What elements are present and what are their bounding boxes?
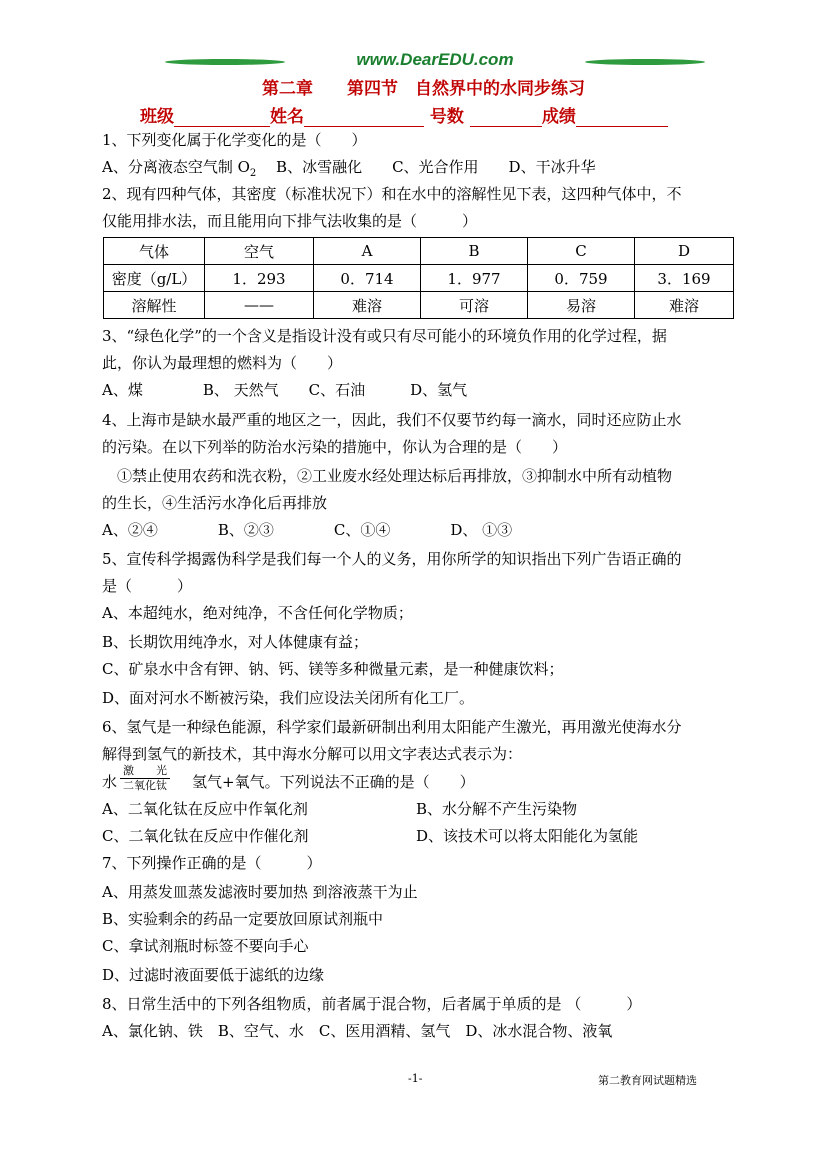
page-number: -1-	[408, 1072, 423, 1085]
q2-stem-2: 仅能用排水法，而且能用向下排气法收集的是（ ）	[102, 212, 478, 230]
class-blank[interactable]	[174, 110, 270, 127]
table-cell: 气体	[104, 238, 205, 265]
q3-stem-2: 此，你认为最理想的燃料为（ ）	[102, 354, 343, 372]
table-cell: 密度（g/L）	[104, 265, 205, 292]
table-cell: ——	[205, 292, 314, 319]
score-blank[interactable]	[576, 110, 668, 127]
table-row-density	[104, 265, 734, 292]
table-cell: 3．169	[635, 265, 734, 292]
q8-stem: 8、日常生活中的下列各组物质，前者属于混合物，后者属于单质的是 （ ）	[102, 995, 642, 1013]
gas-properties-table	[103, 237, 734, 319]
table-cell: D	[635, 238, 734, 265]
number-blank[interactable]	[470, 110, 542, 127]
q4-stem-1: 4、上海市是缺水最严重的地区之一，因此，我们不仅要节约每一滴水，同时还应防止水	[102, 411, 682, 429]
q7-option-b: B、实验剩余的药品一定要放回原试剂瓶中	[102, 910, 384, 928]
q5-option-b: B、长期饮用纯净水，对人体健康有益；	[102, 633, 369, 651]
table-cell: 易溶	[528, 292, 635, 319]
reaction-condition	[120, 764, 170, 792]
site-logo	[165, 50, 705, 72]
q1-options-rest: B、冰雪融化 C、光合作用 D、干冰升华	[256, 158, 596, 176]
table-cell: 可溶	[421, 292, 528, 319]
q4-stem-2: 的污染。在以下列举的防治水污染的措施中，你认为合理的是（ ）	[102, 438, 568, 456]
q3-options: A、煤 B、 天然气 C、石油 D、氢气	[102, 381, 468, 399]
table-cell: 空气	[205, 238, 314, 265]
q6-stem-1: 6、氢气是一种绿色能源，科学家们最新研制出利用太阳能产生激光，再用激光使海水分	[102, 718, 682, 736]
q5-option-d: D、面对河水不断被污染，我们应设法关闭所有化工厂。	[102, 689, 475, 707]
q4-options: A、②④ B、②③ C、①④ D、 ①③	[102, 521, 513, 539]
q4-measures-2: 的生长，④生活污水净化后再排放	[102, 494, 328, 512]
q1-option-a: A、分离液态空气制 O	[102, 158, 250, 176]
q5-option-c: C、矿泉水中含有钾、钠、钙、镁等多种微量元素，是一种健康饮料；	[102, 660, 564, 678]
table-cell: 1．977	[421, 265, 528, 292]
logo-text: www.DearEDU.com	[356, 50, 514, 69]
q5-stem-2: 是（ ）	[102, 577, 193, 595]
table-row-solubility	[104, 292, 734, 319]
q1-options	[102, 157, 596, 184]
table-cell: A	[314, 238, 421, 265]
q7-option-c: C、拿试剂瓶时标签不要向手心	[102, 937, 309, 955]
q2-stem-1: 2、现有四种气体，其密度（标准状况下）和在水中的溶解性见下表，这四种气体中，不	[102, 185, 682, 203]
table-cell: B	[421, 238, 528, 265]
q6-option-b: B、水分解不产生污染物	[416, 800, 578, 818]
q6-stem-2: 解得到氢气的新技术，其中海水分解可以用文字表达式表示为：	[102, 745, 523, 763]
table-cell: 0．759	[528, 265, 635, 292]
q5-stem-1: 5、宣传科学揭露伪科学是我们每一个人的义务，用你所学的知识指出下列广告语正确的	[102, 550, 682, 568]
table-cell: 溶解性	[104, 292, 205, 319]
condition-bottom: 二氧化钛	[123, 779, 167, 792]
q1-subscript: 2	[249, 168, 257, 179]
q5-option-a: A、本超纯水，绝对纯净，不含任何化学物质；	[102, 604, 413, 622]
q4-measures-1: ①禁止使用农药和洗衣粉，②工业废水经处理达标后再排放，③抑制水中所有动植物	[102, 467, 673, 485]
q7-stem: 7、下列操作正确的是（ ）	[102, 854, 322, 872]
student-info-line	[140, 102, 668, 127]
q1-stem: 1、下列变化属于化学变化的是（ ）	[102, 131, 367, 149]
condition-top: 激 光	[120, 764, 170, 779]
table-row-header	[104, 238, 734, 265]
q6-option-c: C、二氧化钛在反应中作催化剂	[102, 827, 309, 845]
table-cell: 0．714	[314, 265, 421, 292]
q6-option-d: D、该技术可以将太阳能化为氢能	[416, 827, 639, 845]
class-label: 班级	[140, 107, 174, 127]
q6-option-a: A、二氧化钛在反应中作氧化剂	[102, 800, 308, 818]
table-cell: C	[528, 238, 635, 265]
q7-option-d: D、过滤时液面要低于滤纸的边缘	[102, 966, 325, 984]
name-blank[interactable]	[304, 110, 424, 127]
name-label: 姓名	[270, 107, 304, 127]
table-cell: 难溶	[314, 292, 421, 319]
q7-option-a: A、用蒸发皿蒸发滤液时要加热 到溶液蒸干为止	[102, 883, 418, 901]
score-label: 成绩	[541, 107, 576, 127]
formula-reactant: 水	[102, 773, 118, 791]
q3-stem-1: 3、“绿色化学”的一个含义是指设计没有或只有尽可能小的环境负作用的化学过程，据	[102, 327, 667, 345]
q8-options: A、氯化钠、铁 B、空气、水 C、医用酒精、氢气 D、冰水混合物、液氧	[102, 1022, 613, 1040]
formula-products: 氢气+氧气。下列说法不正确的是（ ）	[192, 773, 475, 791]
number-label: 号数	[429, 107, 464, 127]
page-title: 第二章 第四节 自然界中的水同步练习	[262, 79, 585, 99]
footer-source: 第二教育网试题精选	[598, 1074, 697, 1087]
table-cell: 1．293	[205, 265, 314, 292]
table-cell: 难溶	[635, 292, 734, 319]
